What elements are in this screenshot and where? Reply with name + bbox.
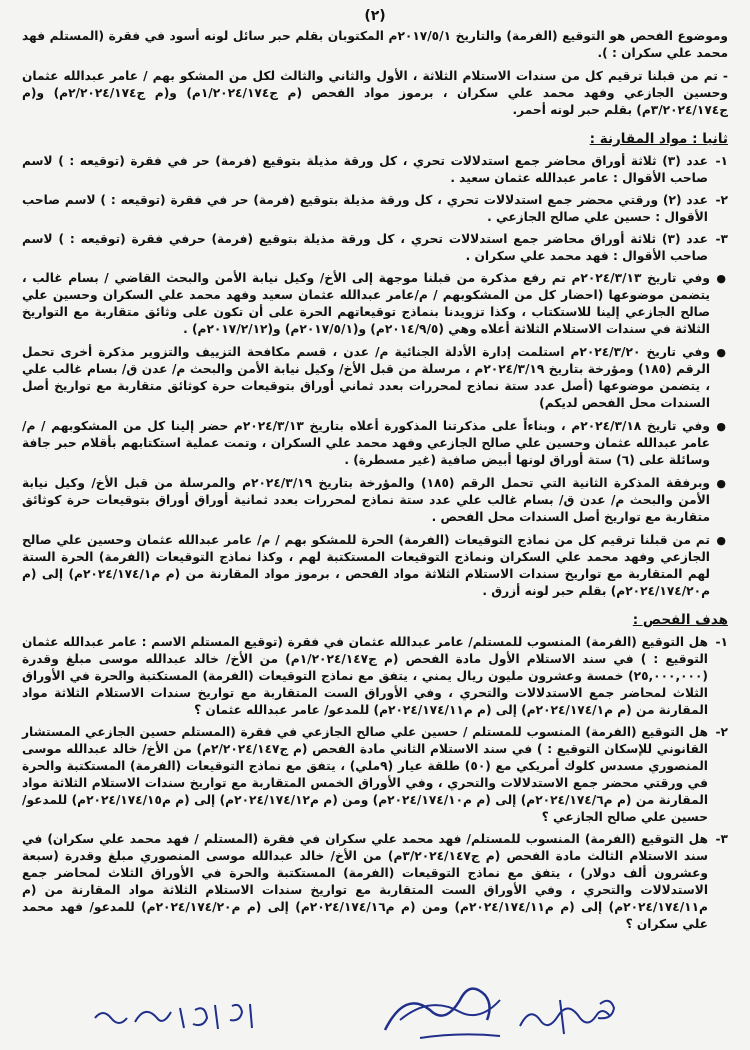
item-text: عدد (٣) ثلاثة أوراق محاضر جمع استدلالات تحري ، كل ورقة مذيلة بتوقيع (فرمة) حرفي فقرة (توقيعه : ) لاسم صاحب الأقوال : فهد محمد علي سكران . [22,232,708,263]
objective-heading-line [22,606,728,632]
handwritten-signatures [0,960,750,1050]
ink-stroke [180,1008,207,1028]
item-number: ٢- [715,193,728,207]
comparison-list [22,153,728,265]
ink-stroke [520,1008,610,1026]
item-text: هل التوقيع (الفرمة) المنسوب للمستلم/ فهد محمد علي سكران في فقرة (المستلم / فهد محمد علي سكران) في سند الاستلام الثالث مادة الفحص (م ج٣/٢٠٢٤/١٤٧م) من الأخ/ خالد عبدالله موسى المنصوري مبلغ وقدرة (سبعة وعشرون ألف دولار) ، يتفق مع نماذج التوقيعات (الفرمة) المستكتبة والحرة في الأوراق الثلاث لمحاضر جمع الاستدلالات والتحري ، وفي الأوراق الست المتقاربة مع تواريخ سندات الاستلام الثلاثة مواد المقارنة من (م م٢٠٢٤/١٧٤/١١م) إلى (م م٢٠٢٤/١٧٤/١١م) ومن (م م٢٠٢٤/١٧٤/١٦م) إلى (م م٢٠٢٤/١٧٤/٢٠م) للمدعو/ فهد محمد علي سكران ؟ [22,832,708,931]
item-number: ١- [715,154,728,168]
objective-item [22,724,728,826]
bullet-item [22,532,728,600]
left-handwritten-date [95,1004,252,1045]
signature-area [0,960,750,1050]
intro-paragraph: وموضوع الفحص هو التوقيع (الفرمة) والتاريخ ٢٠١٧/٥/١م المكتوبان بقلم حبر سائل لونه أسود في فقرة (المستلم فهد محمد علي سكران : ). [22,29,728,60]
bullet-text: تم من قبلنا ترقيم كل من نماذج التوقيعات (الفرمة) الحرة للمشكو بهم / م/ عامر عبدالله عثمان وحسين علي صالح الجازعي وفهد محمد علي السكران ونماذج التوقيعات المستكتبة لهم ، وكذا نماذج التوقيعات (الفرمة) الحرة الستة لهم المتقاربة مع تواريخ سندات الاستلام الثلاثة مواد الفحص ، برموز مواد المقارنة من (م م٢٠٢٤/١٧٤/١م) إلى (م م٢٠٢٤/١٧٤/٢٠م) بقلم حبر لونه أزرق . [22,533,710,598]
ink-stroke [95,1013,127,1023]
bullet-icon: ● [716,534,726,547]
comparison-item [22,153,728,187]
item-number: ٣- [715,832,728,846]
right-signature [385,989,614,1049]
bullet-item [22,270,728,338]
objective-item [22,634,728,719]
ink-stroke [385,989,490,1030]
objective-heading: هدف الفحص : [632,612,728,628]
item-number: ٣- [715,232,728,246]
comparison-heading: ثانيا : مواد المقارنة : [589,131,728,147]
item-text: هل التوقيع (الفرمة) المنسوب للمستلم/ عامر عبدالله عثمان في فقرة (توقيع المستلم الاسم : عامر عبدالله عثمان التوقيع : ) في سند الاستلام الأول مادة الفحص (م ج١/٢٠٢٤/١٤٧م) من الأخ/ خالد عبدالله موسى مبلغ وقدرة (٢٥,٠٠٠,٠٠٠) خمسة وعشرون مليون ريال يمني ، يتفق مع نماذج التوقيعات (الفرمة) المستكتبة والحرة في الأوراق الثلاث لمحاضر جمع الاستدلالات والتحري ، وفي الأوراق الست المتقاربة مع تواريخ سندات الاستلام الثلاثة مواد المقارنة من (م م٢٠٢٤/١٧٤/١م) إلى (م م٢٠٢٤/١٧٤/١١م) للمدعو/ عامر عبدالله عثمان ؟ [22,635,708,717]
item-number: ٢- [715,725,728,739]
objective-item [22,831,728,933]
bullet-text: وفي تاريخ ٢٠٢٤/٣/١٨م ، وبناءاً على مذكرتنا المذكورة أعلاه بتاريخ ٢٠٢٤/٣/١٣م حضر إلينا كل من المشكوبهم / م/عامر عبدالله عثمان وحسين علي صالح الجازعي وفهد محمد علي السكران ، وتمت عملية استكتابهم بأقلام حبر جافة وسائلة على (٦) ستة أوراق لونها أبيض صافية (غير مسطرة) . [22,419,710,467]
comparison-item [22,231,728,265]
comparison-bullets [22,270,728,600]
item-text: عدد (٣) ثلاثة أوراق محاضر جمع استدلالات تحري ، كل ورقة مذيلة بتوقيع (فرمة) حر في فقرة (توقيعه : ) لاسم صاحب الأقوال : عامر عبدالله عثمان سعيد . [22,154,708,185]
numbering-paragraph: - تم من قبلنا ترقيم كل من سندات الاستلام الثلاثة ، الأول والثاني والثالث لكل من المشكو بهم / عامر عبدالله عثمان وحسين الجازعي وفهد محمد علي سكران ، برموز مواد الفحص (م ج١/٢٠٢٤/١٧٤م) و(م ج٢/٢٠٢٤/١٧٤م) و(م ج٣/٢٠٢٤/١٧٤م) بقلم حبر لونه أحمر. [22,69,728,117]
objective-list [22,634,728,933]
ink-stroke [560,1000,614,1034]
bullet-item [22,344,728,412]
bullet-icon: ● [716,477,726,490]
bullet-item [22,475,728,526]
comparison-item [22,192,728,226]
item-number: ١- [715,635,728,649]
bullet-icon: ● [716,346,726,359]
ink-stroke [215,1004,252,1029]
bullet-text: وفي تاريخ ٢٠٢٤/٣/٢٠م استلمت إدارة الأدلة الجنائية م/ عدن ، قسم مكافحة التزييف والتزوير مذكرة أخرى تحمل الرقم (١٨٥) ومؤرخة بتاريخ ٢٠٢٤/٣/١٩م ، مرسلة من قبل الأخ/ وكيل نيابة الأمن والبحث م/ عدن ق/ بسام غالب علي ، يتضمن موضوعها (أصل عدد ستة نماذج لمحررات بعدد ثماني أوراق بتوقيعات حرة كوثائق متقاربة مع تواريخ أصل السندات محل الفحص لديكم) [22,345,710,410]
ink-stroke [420,1034,500,1038]
bullet-text: وبرفقة المذكرة الثانية التي تحمل الرقم (١٨٥) والمؤرخة بتاريخ ٢٠٢٤/٣/١٩م والمرسلة من قبل الأخ/ وكيل نيابة الأمن والبحث م/ عدن ق/ بسام غالب علي عدد ستة نماذج لمحررات بعدد ثمانية أوراق أوراق بتوقيعات حرة كوثائق متقاربة مع تواريخ أصل السندات محل الفحص . [22,476,710,524]
page-number: (٢) [364,8,386,24]
bullet-item [22,418,728,469]
bullet-text: وفي تاريخ ٢٠٢٤/٣/١٣م تم رفع مذكرة من قبلنا موجهة إلى الأخ/ وكيل نيابة الأمن والبحث القاضي / بسام غالب ، يتضمن موضوعها (احضار كل من المشكوبهم / م/عامر عبدالله عثمان سعيد وفهد محمد علي السكران وحسين علي صالح الجازعي إلينا للاستكتاب ، وكذا تزويدنا بنماذج توقيعاتهم الحرة على أن تكون على وثائق متقاربة مع التواريخ الثلاثة في سندات الاستلام الثلاثة أعلاه وهي (٢٠١٤/٩/٥م) و(٢٠١٧/٥/١م) و(٢٠١٧/٢/١٢م) . [22,271,710,336]
item-text: عدد (٢) ورقتي محضر جمع استدلالات تحري ، كل ورقة مذيلة بتوقيع (فرمة) حر في فقرة (توقيعه : ) لاسم صاحب الأقوال : حسين علي صالح الجازعي . [22,193,709,224]
ink-stroke [135,1012,171,1022]
bullet-icon: ● [716,420,726,433]
item-text: هل التوقيع (الفرمة) المنسوب للمستلم / حسين علي صالح الجازعي في فقرة (المستلم حسين الجازعي المستشار القانوني للإسكان التوقيع : ) في سند الاستلام الثاني مادة الفحص (م ج٢/٢٠٢٤/١٤٧م) من الأخ/ خالد عبدالله موسى المنصوري مسدس كلوك أمريكي مع (٥٠) طلقة عيار (٩ملي) ، يتفق مع نماذج التوقيعات (الفرمة) المستكتبة والحرة في ورقتي محضر جمع الاستدلالات والتحري ، وفي الأوراق الخمس المتقاربة مع تواريخ سندات الاستلام الثلاثة مواد المقارنة من (م م٢٠٢٤/١٧٤/٦م) إلى (م م٢٠٢٤/١٧٤/١٠م) ومن (م م٢٠٢٤/١٧٤/١٢م) إلى (م م٢٠٢٤/١٧٤/١٥م) للمدعو/ حسين علي صالح الجازعي ؟ [22,725,708,824]
comparison-heading-line [22,125,728,151]
bullet-icon: ● [716,272,726,285]
